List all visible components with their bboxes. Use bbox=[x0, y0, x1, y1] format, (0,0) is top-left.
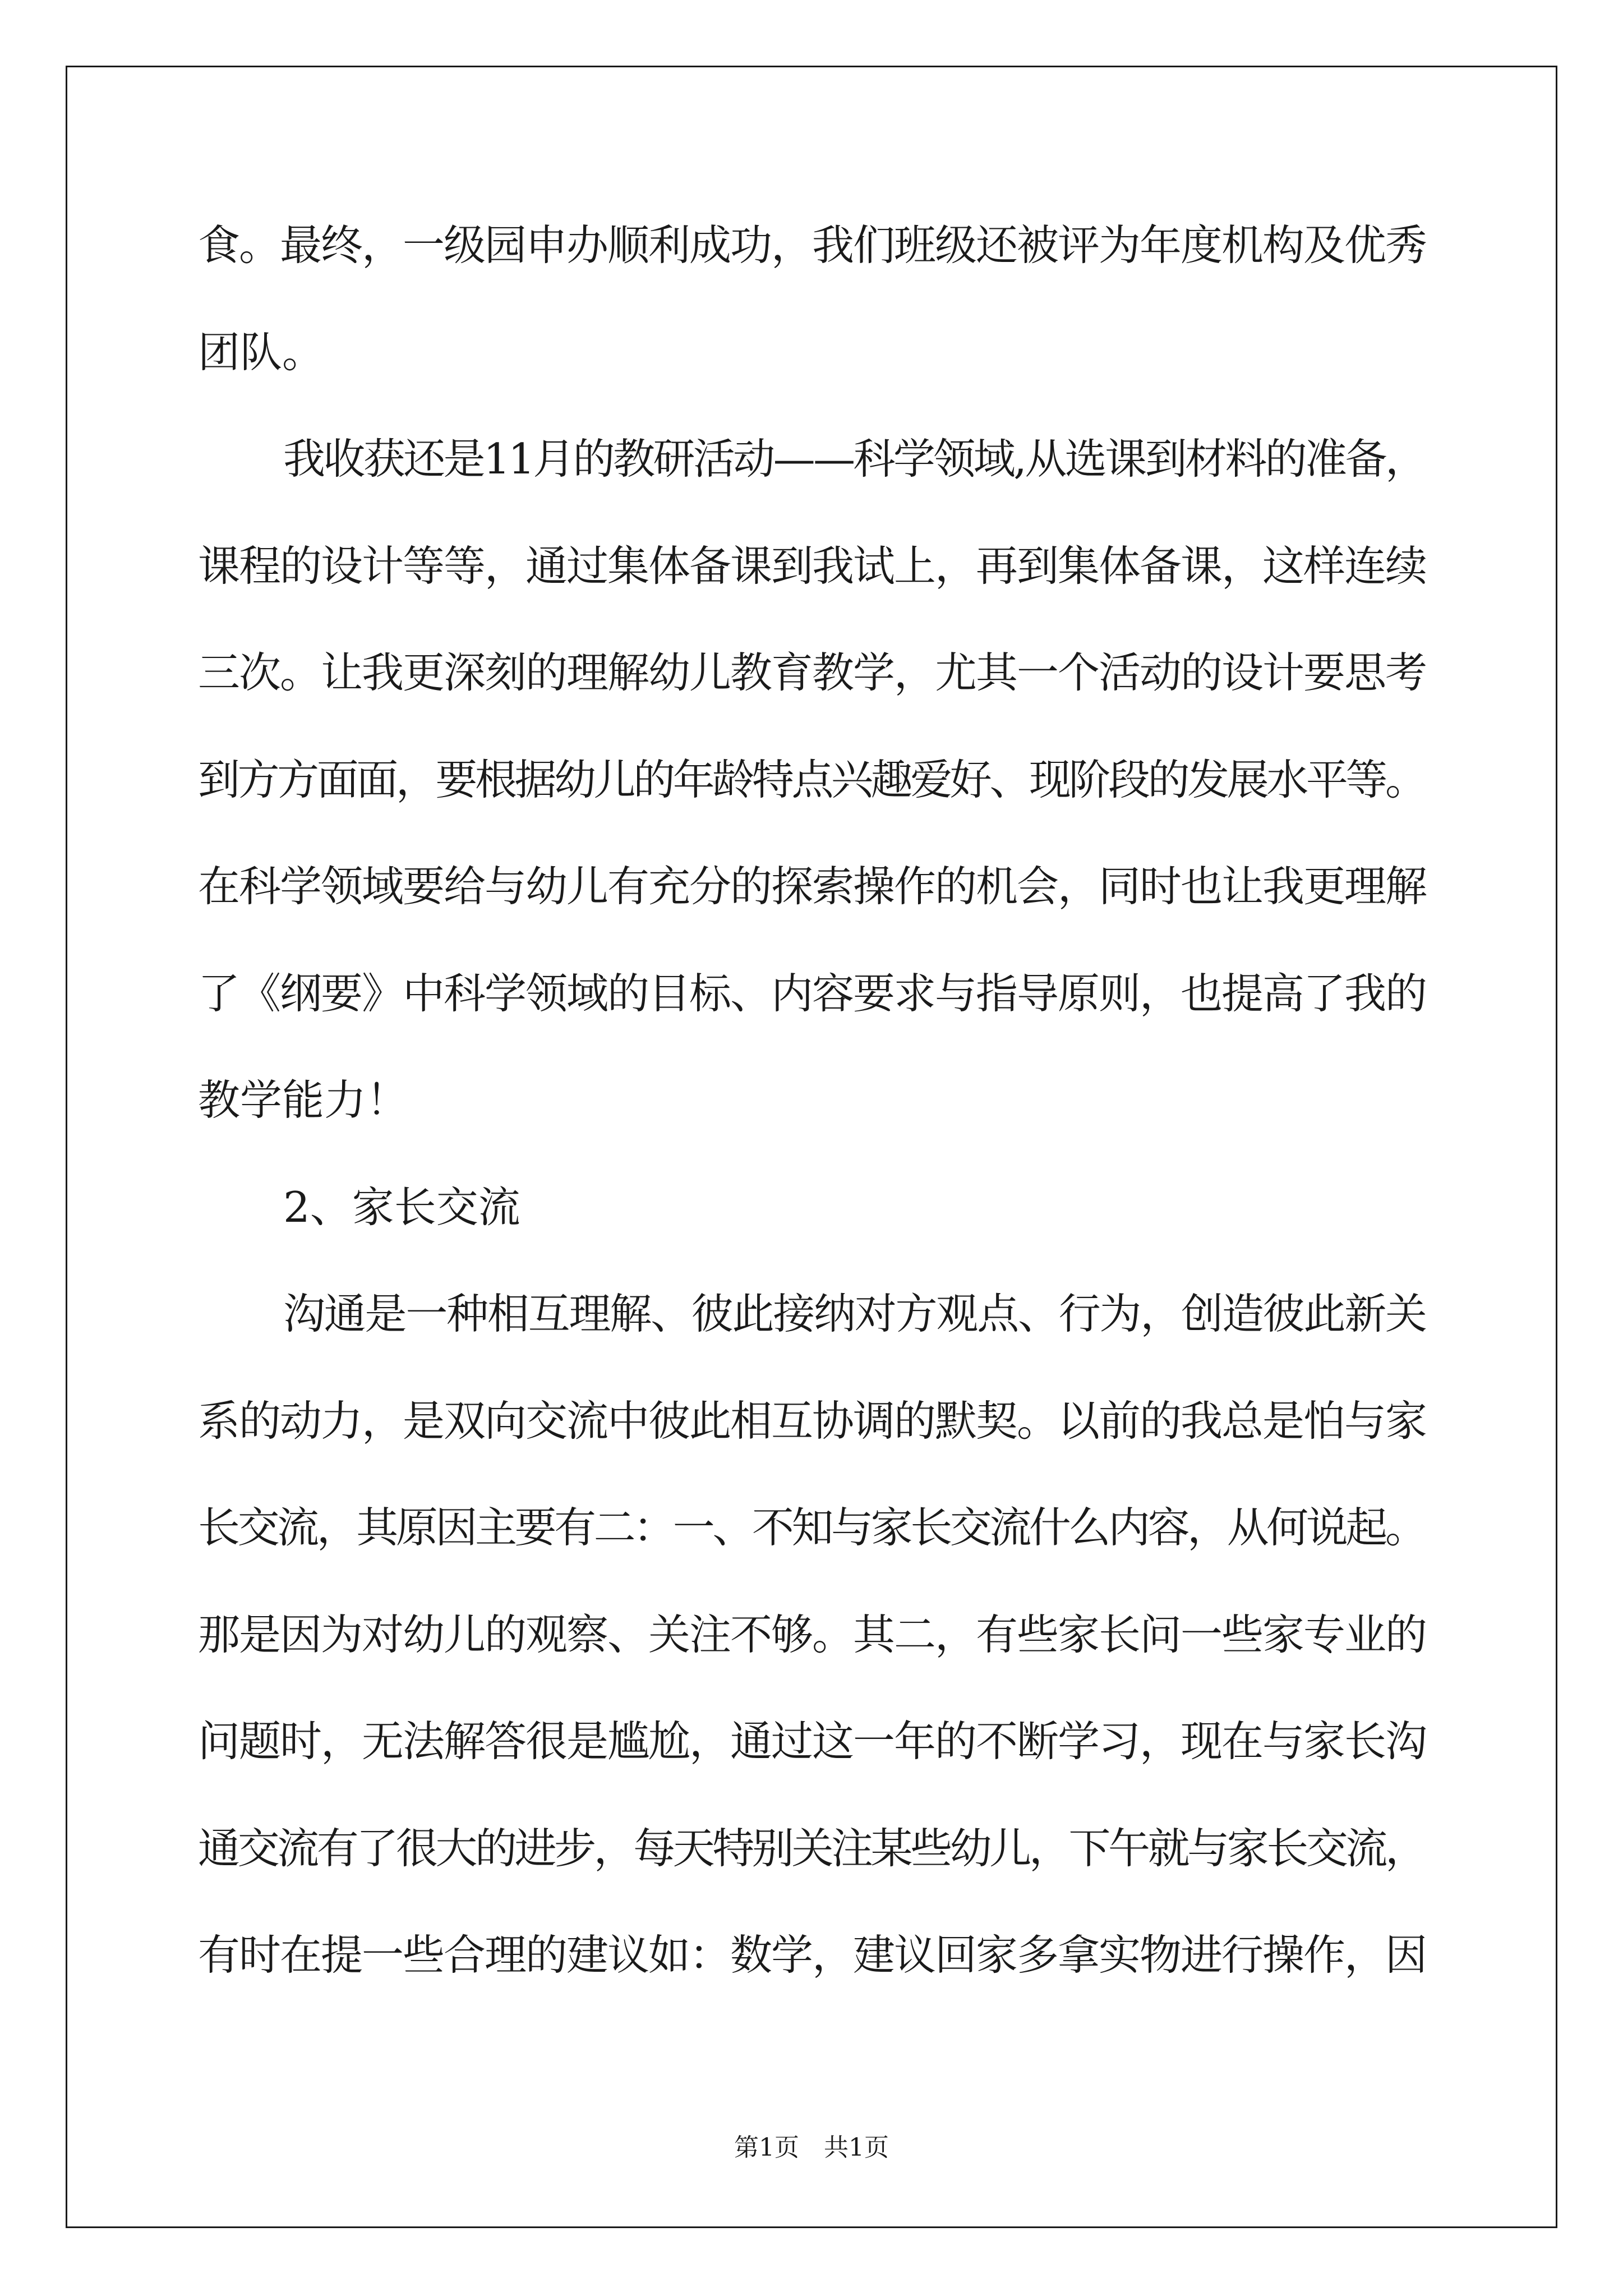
body-text-line: 食。最终，一级园申办顺利成功，我们班级还被评为年度机构及优秀 bbox=[198, 220, 1426, 270]
body-text-line: 三次。让我更深刻的理解幼儿教育教学，尤其一个活动的设计要思考 bbox=[198, 648, 1426, 697]
body-text-line: 到方方面面，要根据幼儿的年龄特点兴趣爱好、现阶段的发展水平等。 bbox=[198, 755, 1425, 804]
body-text-line: 沟通是一种相互理解、彼此接纳对方观点、行为，创造彼此新关 bbox=[283, 1289, 1426, 1338]
body-text-line: 那是因为对幼儿的观察、关注不够。其二，有些家长问一些家专业的 bbox=[198, 1610, 1426, 1659]
body-text-line: 系的动力，是双向交流中彼此相互协调的默契。以前的我总是怕与家 bbox=[198, 1396, 1426, 1446]
page-border bbox=[66, 66, 1557, 2228]
body-text-line: 有时在提一些合理的建议如：数学，建议回家多拿实物进行操作，因 bbox=[198, 1930, 1426, 1980]
body-text-line: 在科学领域要给与幼儿有充分的探索操作的机会，同时也让我更理解 bbox=[198, 862, 1426, 911]
body-text-line: 团队。 bbox=[198, 328, 325, 377]
body-text-line: 了《纲要》中科学领域的目标、内容要求与指导原则，也提高了我的 bbox=[198, 969, 1426, 1018]
section-heading: 2、家长交流 bbox=[283, 1182, 520, 1232]
body-text-line: 通交流有了很大的进步，每天特别关注某些幼儿，下午就与家长交流， bbox=[198, 1824, 1425, 1873]
body-text-line: 我收获还是11月的教研活动——科学领域,从选课到材料的准备， bbox=[283, 434, 1426, 484]
body-text-line: 问题时，无法解答很是尴尬，通过这一年的不断学习，现在与家长沟 bbox=[198, 1717, 1426, 1766]
body-text-line: 课程的设计等等，通过集体备课到我试上，再到集体备课，这样连续 bbox=[198, 541, 1426, 591]
page-footer: 第1页 共1页 bbox=[734, 2133, 889, 2162]
body-text-line: 教学能力！ bbox=[198, 1075, 409, 1125]
body-text-line: 长交流，其原因主要有二：一、不知与家长交流什么内容，从何说起。 bbox=[198, 1503, 1425, 1552]
